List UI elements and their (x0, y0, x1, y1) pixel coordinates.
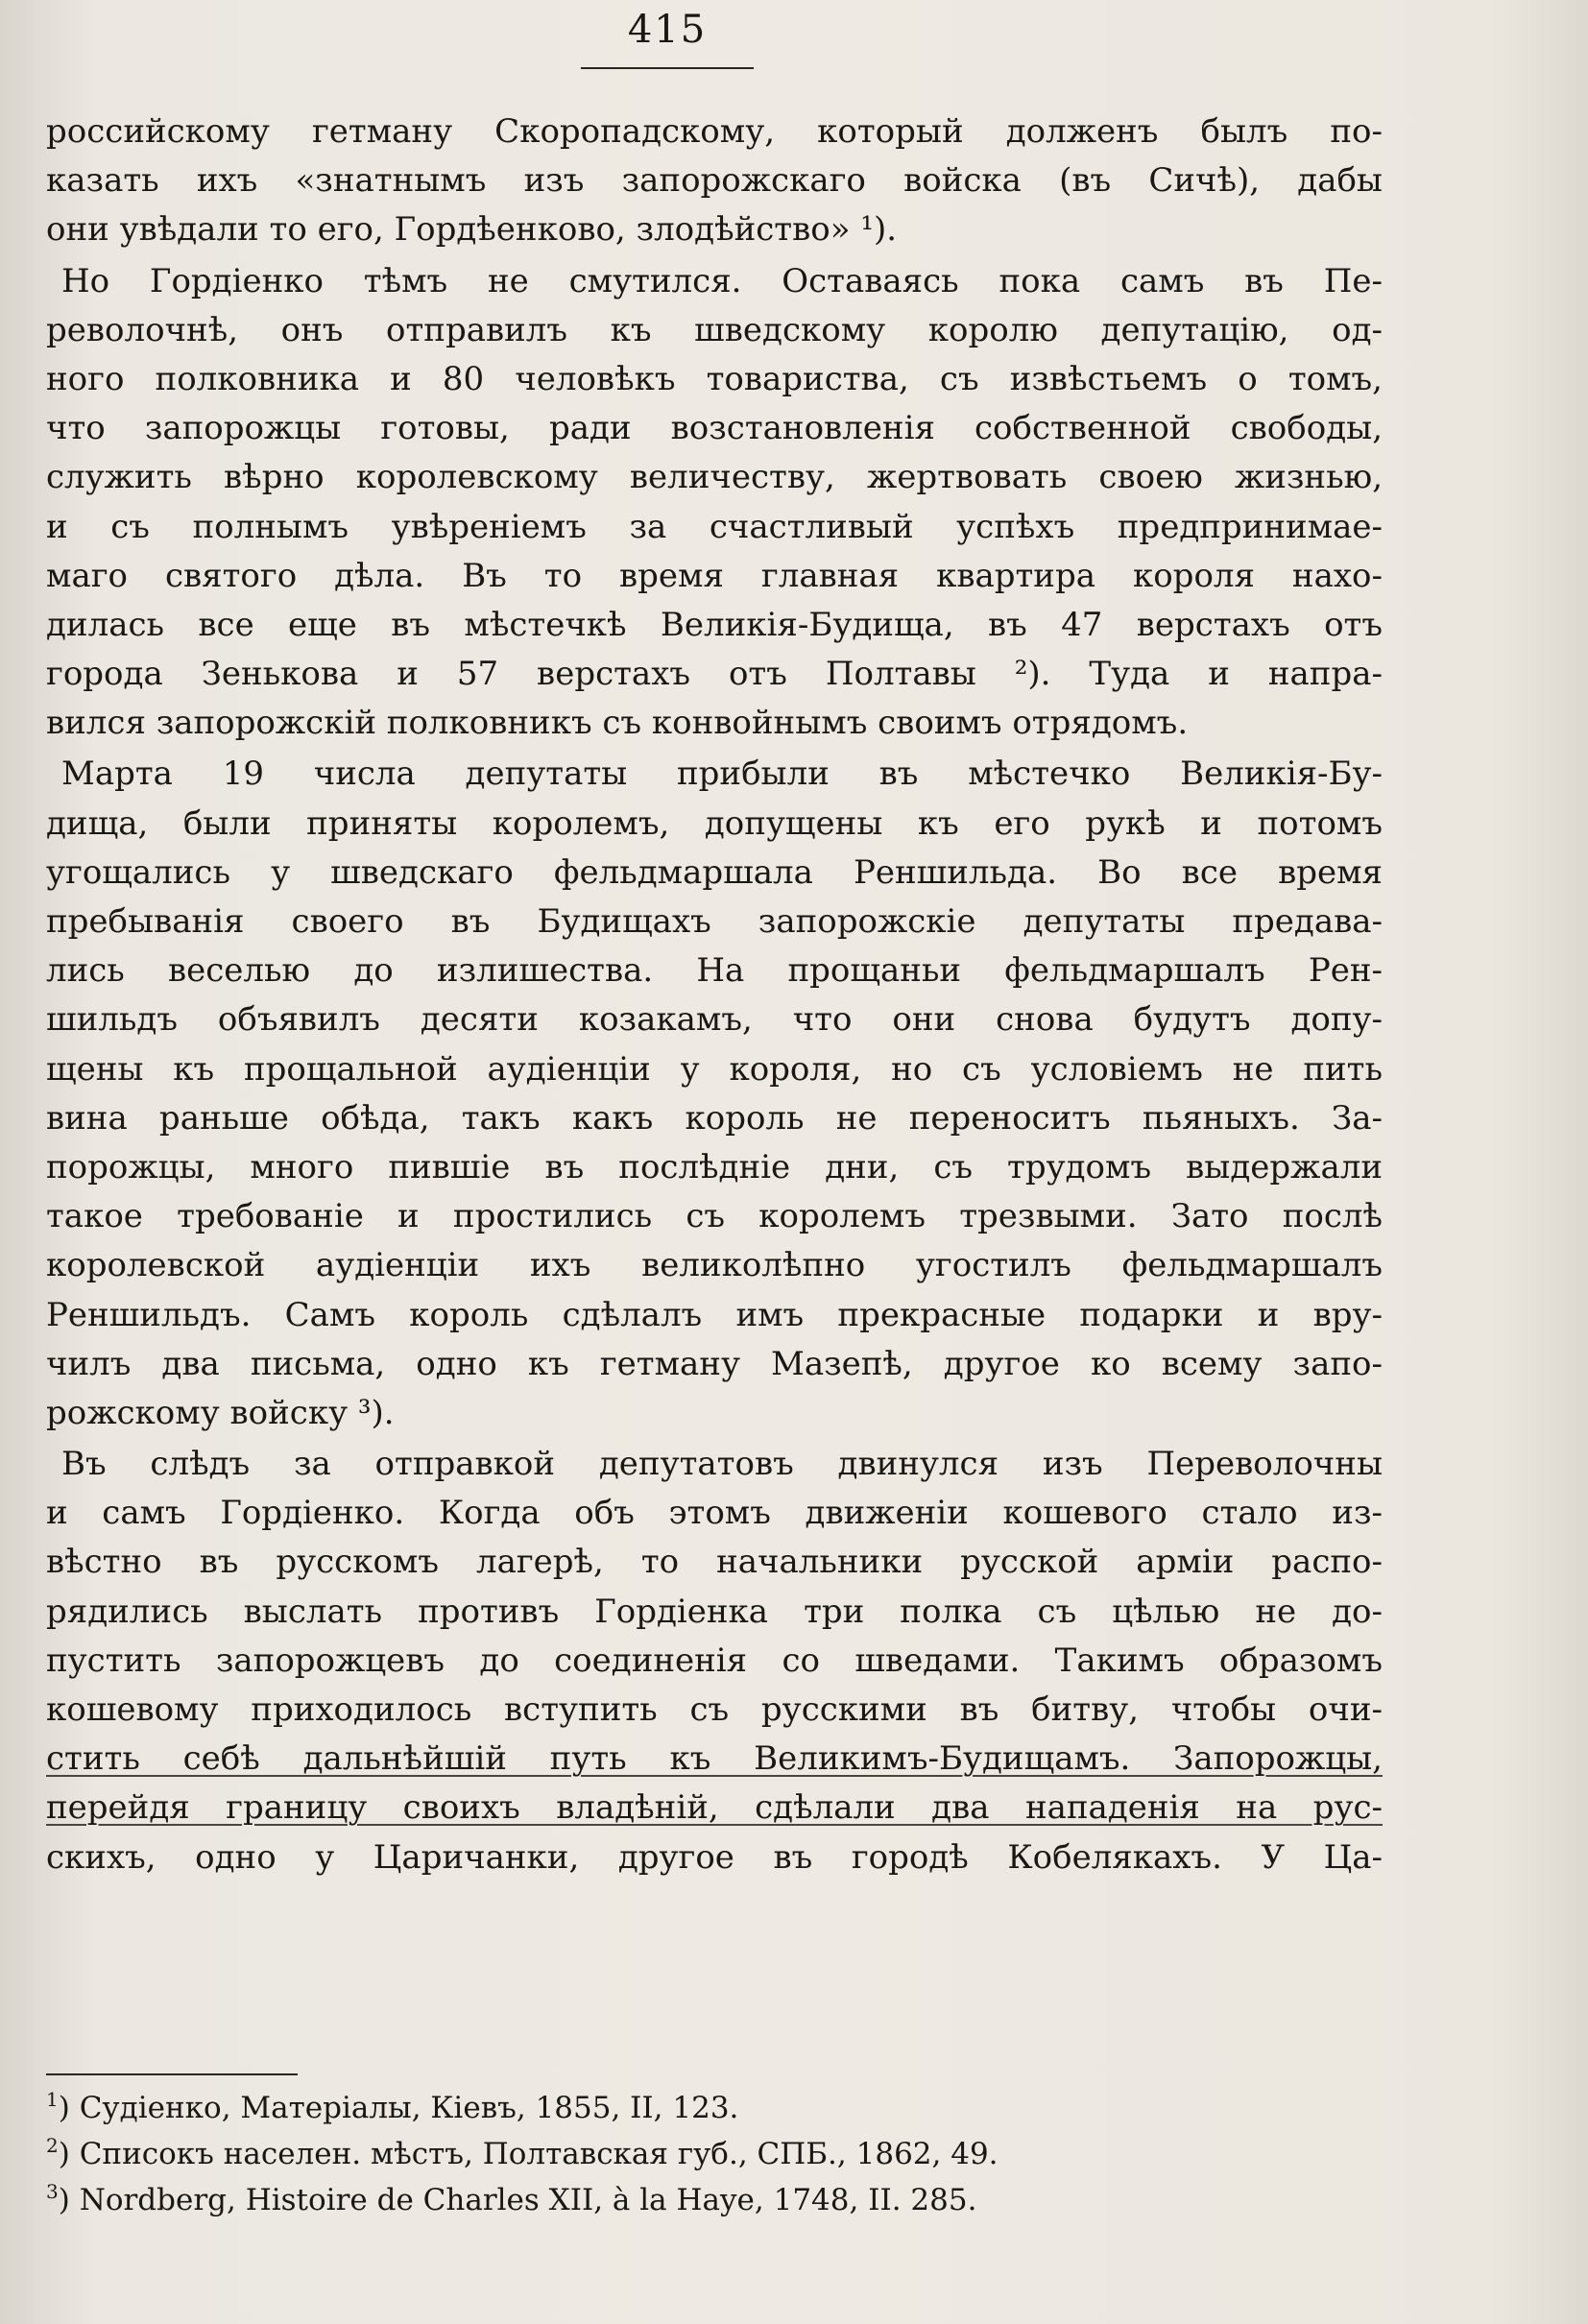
text-line: пустить запорожцевъ до соединенія со шведами. Такимъ образомъ (46, 1641, 1383, 1680)
text-line: Но Гордіенко тѣмъ не смутился. Оставаясь пока самъ въ Пе- (61, 261, 1383, 300)
text-line: они увѣдали то его, Гордѣенково, злодѣйство» ¹). (46, 210, 898, 250)
paragraph (46, 750, 1383, 1438)
text-line: российскому гетману Скоропадскому, который долженъ былъ по- (46, 112, 1383, 151)
text-line: Марта 19 числа депутаты прибыли въ мѣстечко Великія-Бу- (61, 755, 1383, 794)
text-line: города Зенькова и 57 верстахъ отъ Полтавы ²). Туда и напра- (46, 655, 1383, 694)
text-line: и съ полнымъ увѣреніемъ за счастливый успѣхъ предпринимае- (46, 507, 1383, 546)
footnote-text: Nordberg, Histoire de Charles XII, à la Haye, 1748, II. 285. (79, 2183, 977, 2217)
text-line: порожцы, много пившіе въ послѣдніе дни, съ трудомъ выдержали (46, 1147, 1383, 1186)
text-line: угощались у шведскаго фельдмаршала Реншильда. Во все время (46, 852, 1383, 892)
text-line: кошевому приходилось вступить съ русскими въ битву, чтобы очи- (46, 1690, 1383, 1729)
text-line: чилъ два письма, одно къ гетману Мазепѣ, другое ко всему запо- (46, 1344, 1383, 1383)
text-line: шильдъ объявилъ десяти козакамъ, что они снова будутъ допу- (46, 1000, 1383, 1040)
text-line: стить себѣ дальнѣйшій путь къ Великимъ-Будищамъ. Запорожцы, (46, 1739, 1383, 1779)
text-line: казать ихъ «знатнымъ изъ запорожскаго войска (въ Сичѣ), дабы (46, 161, 1383, 201)
text-line: дища, были приняты королемъ, допущены къ его рукѣ и потомъ (46, 803, 1383, 843)
footnote-text: Судіенко, Матеріалы, Кіевъ, 1855, II, 123. (79, 2091, 739, 2125)
footnote: $^2$) Списокъ населен. мѣстъ, Полтавская губ., СПБ., 1862, 49. (46, 2134, 999, 2171)
footnote: $^1$) Судіенко, Матеріалы, Кіевъ, 1855, II, 123. (46, 2088, 739, 2125)
text-line: пребыванія своего въ Будищахъ запорожскіе депутаты предава- (46, 902, 1383, 941)
text-line: королевской аудіенціи ихъ великолѣпно угостилъ фельдмаршалъ (46, 1246, 1383, 1285)
footnote-mark: 2 (46, 2134, 59, 2157)
footnotes (46, 2085, 1294, 2223)
text-line: вился запорожскій полковникъ съ конвойнымъ своимъ отрядомъ. (46, 704, 1189, 743)
text-line: такое требованіе и простились съ королемъ трезвыми. Зато послѣ (46, 1197, 1383, 1236)
footnote-rule (46, 2073, 298, 2075)
text-line: перейдя границу своихъ владѣній, сдѣлали два нападенія на рус- (46, 1788, 1383, 1828)
text-line: и самъ Гордіенко. Когда объ этомъ движеніи кошевого стало из- (46, 1494, 1383, 1533)
footnote-mark: 3 (46, 2180, 59, 2203)
footnote-mark: 1 (46, 2088, 59, 2111)
text-line: револочнѣ, онъ отправилъ къ шведскому королю депутацію, од- (46, 310, 1383, 349)
text-line: маго святого дѣла. Въ то время главная квартира короля нахо- (46, 556, 1383, 595)
text-line: что запорожцы готовы, ради возстановленія собственной свободы, (46, 409, 1383, 448)
text-line: щены къ прощальной аудіенціи у короля, но съ условіемъ не пить (46, 1049, 1383, 1089)
paragraph (46, 108, 1383, 255)
footnote: $^3$) Nordberg, Histoire de Charles XII, à la Haye, 1748, II. 285. (46, 2180, 977, 2217)
text-line: вина раньше обѣда, такъ какъ король не переноситъ пьяныхъ. За- (46, 1098, 1383, 1138)
body-text (46, 108, 1383, 1882)
text-line: рядились выслать противъ Гордіенка три полка съ цѣлью не до- (46, 1592, 1383, 1631)
text-line: Реншильдъ. Самъ король сдѣлалъ имъ прекрасные подарки и вру- (46, 1295, 1383, 1334)
paragraph (46, 1440, 1383, 1882)
text-line: Въ слѣдъ за отправкой депутатовъ двинулся изъ Переволочны (61, 1445, 1383, 1484)
text-line: служить вѣрно королевскому величеству, жертвовать своею жизнью, (46, 458, 1383, 497)
text-line: лись веселью до излишества. На прощаньи фельдмаршалъ Рен- (46, 951, 1383, 991)
footnote-text: Списокъ населен. мѣстъ, Полтавская губ., СПБ., 1862, 49. (79, 2137, 999, 2171)
page-number: 415 (627, 8, 708, 52)
text-line: ного полковника и 80 человѣкъ товариства, съ извѣстьемъ о томъ, (46, 359, 1383, 398)
text-line: скихъ, одно у Царичанки, другое въ городѣ Кобелякахъ. У Ца- (46, 1837, 1383, 1877)
text-line: вѣстно въ русскомъ лагерѣ, то начальники русской арміи распо- (46, 1543, 1383, 1582)
paragraph (46, 257, 1383, 749)
text-line: дилась все еще въ мѣстечкѣ Великія-Будища, въ 47 верстахъ отъ (46, 605, 1383, 644)
text-line: рожскому войску ³). (46, 1393, 395, 1432)
page-number-rule (581, 67, 754, 69)
